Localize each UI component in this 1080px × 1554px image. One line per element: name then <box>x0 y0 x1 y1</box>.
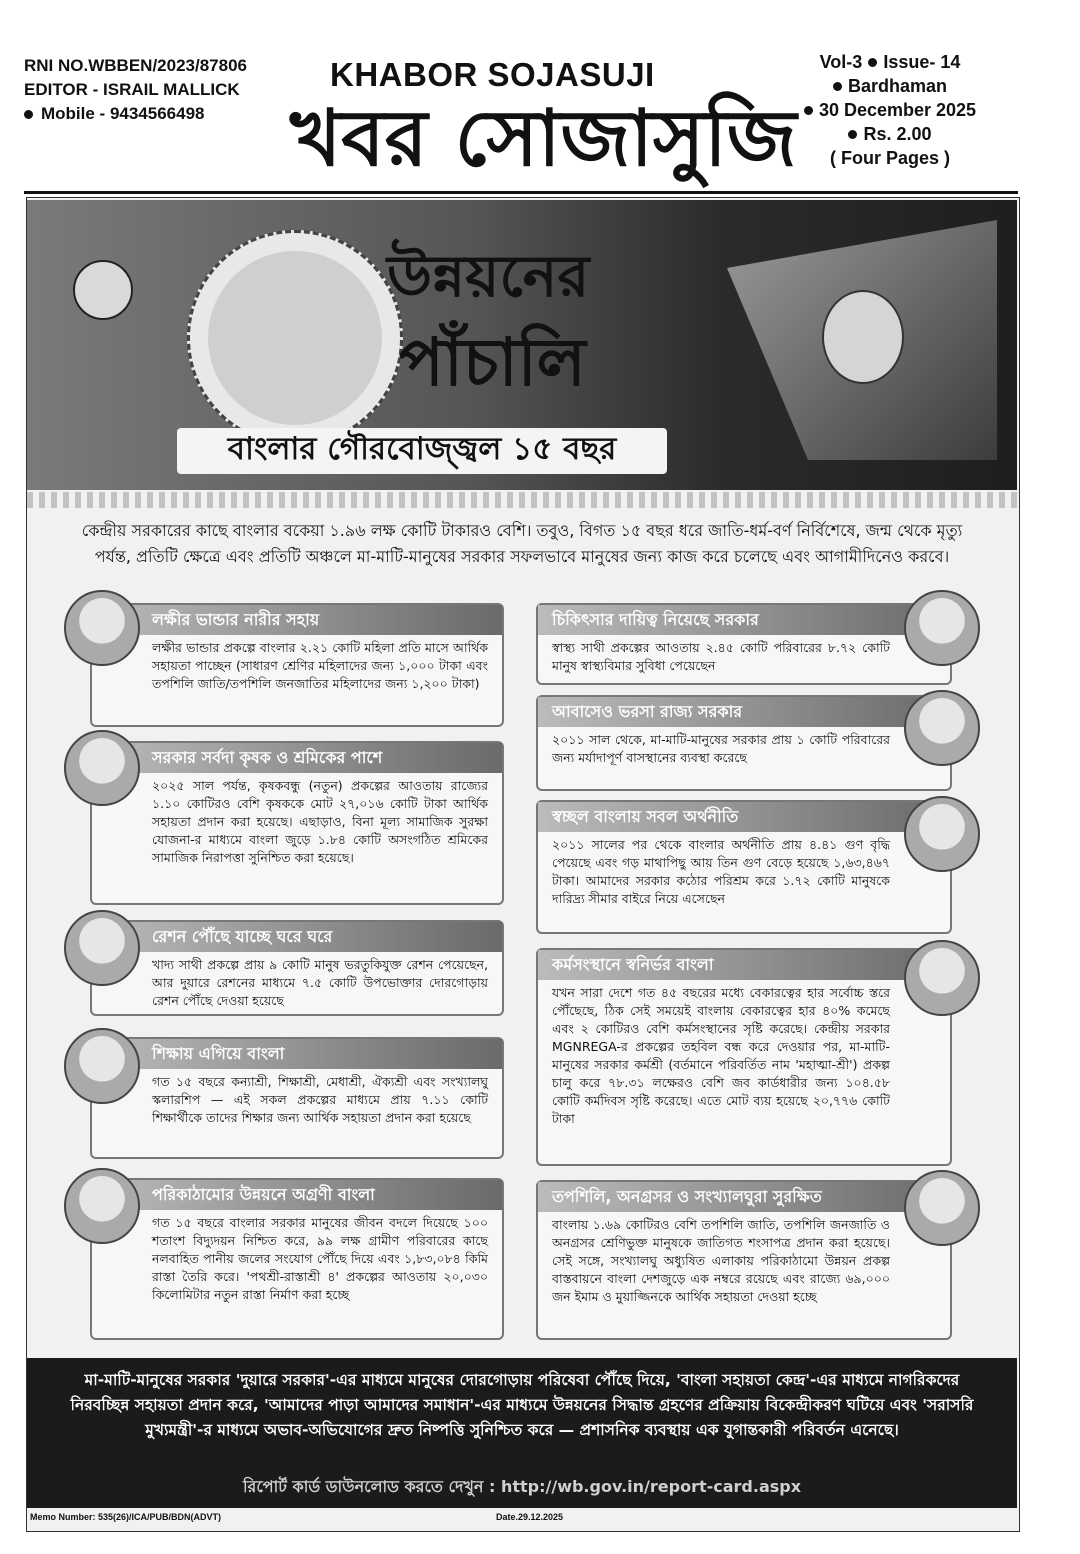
infrastructure-icon <box>64 1168 140 1244</box>
newspaper-title-en: KHABOR SOJASUJI <box>330 56 655 93</box>
card-title: রেশন পৌঁছে যাচ্ছে ঘরে ঘরে <box>92 922 502 952</box>
banner-title-line2: পাঁচালি <box>399 324 586 401</box>
card-title: আবাসেও ভরসা রাজ্য সরকার <box>538 697 950 727</box>
ration-icon <box>64 910 140 986</box>
community-icon <box>904 1170 980 1246</box>
card-body: স্বাস্থ্য সাথী প্রকল্পের আওতায় ২.৪৫ কোটি পরিবারের ৮.৭২ কোটি মানুষ স্বাস্থ্যবিমার সুবিধা পেয়েছেন <box>552 640 890 673</box>
date-row <box>790 98 990 122</box>
editor-name: EDITOR - ISRAIL MALLICK <box>24 80 240 99</box>
card-title: সরকার সর্বদা কৃষক ও শ্রমিকের পাশে <box>92 743 502 773</box>
card-health <box>536 603 952 685</box>
card-farmers-workers <box>90 741 504 905</box>
memo-date: Date.29.12.2025 <box>496 1512 564 1522</box>
card-education <box>90 1037 504 1159</box>
price: Rs. 2.00 <box>863 124 932 144</box>
banner-title-line1: উন্নয়নের <box>387 242 590 310</box>
woman-icon <box>64 590 140 666</box>
farmer-icon <box>64 730 140 806</box>
masthead-rule <box>24 191 1018 194</box>
bullet-icon <box>868 58 877 67</box>
report-card-url: রিপোর্ট কার্ড ডাউনলোড করতে দেখুন : http://wb.gov.in/report-card.aspx <box>242 1477 802 1496</box>
bullet-icon <box>804 106 813 115</box>
bullet-icon <box>24 110 33 119</box>
economy-icon <box>904 796 980 872</box>
rni-number: RNI NO.WBBEN/2023/87806 <box>24 56 247 75</box>
bullet-icon <box>833 82 842 91</box>
people-illustration <box>187 230 403 446</box>
footer-text: মা-মাটি-মানুষের সরকার 'দুয়ারে সরকার'-এর মাধ্যমে মানুষের দোরগোড়ায় পরিষেবা পৌঁছে দিয়ে, 'বাংলা সহায়তা কেন্দ্র'-এর মাধ্যমে নাগরিকদের নিরবচ্ছিন্ন সহায়তা প্রদান করে, 'আমাদের পাড়া আমাদের সমাধান'-এর মাধ্যমে উন্নয়নের সিদ্ধান্ত গ্রহণের প্রক্রিয়ায় বিকেন্দ্রীকরণ ঘটিয়ে এবং 'সরাসরি মুখ্যমন্ত্রী'-র মাধ্যমে অভাব-অভিযোগের দ্রুত নিষ্পত্তি সুনিশ্চিত করে — প্রশাসনিক ব্যবস্থায় এক যুগান্তকারী পরিবর্তন এনেছে। <box>70 1371 974 1439</box>
card-housing <box>536 695 952 791</box>
card-infrastructure <box>90 1178 504 1340</box>
place: Bardhaman <box>847 76 948 96</box>
place-row <box>790 74 990 98</box>
card-body: খাদ্য সাথী প্রকল্পে প্রায় ৯ কোটি মানুষ ভরতুকিযুক্ত রেশন পেয়েছেন, আর দুয়ারে রেশনের মাধ্যমে ৭.৫ কোটি উপভোক্তার দোরগোড়ায় রেশন পৌঁছে দেওয়া হয়েছে <box>152 957 488 1008</box>
masthead-left <box>24 54 247 126</box>
state-emblem-icon <box>73 260 133 320</box>
price-row <box>790 122 990 146</box>
card-body: ২০১১ সাল থেকে, মা-মাটি-মানুষের সরকার প্রায় ১ কোটি পরিবারের জন্য মর্যাদাপূর্ণ বাসস্থানের ব্যবস্থা করেছে <box>552 732 890 765</box>
card-body: বাংলায় ১.৬৯ কোটিরও বেশি তপশিলি জাতি, তপশিলি জনজাতি ও অনগ্রসর শ্রেণিভুক্ত মানুষকে জাতিগত শংসাপত্র প্রদান করা হয়েছে। সেই সঙ্গে, সংখ্যালঘু অধ্যুষিত এলাকায় পরিকাঠামো উন্নয়ন প্রকল্প বাস্তবায়নে বাংলা দেশজুড়ে এক নম্বরে রয়েছে এবং রাজ্যে ৬৯,০০০ জন ইমাম ও মুয়াজ্জিনকে আর্থিক সহায়তা দেওয়া হচ্ছে <box>552 1217 890 1304</box>
card-body: গত ১৫ বছরে কন্যাশ্রী, শিক্ষাশ্রী, মেধাশ্রী, ঐক্যশ্রী এবং সংখ্যালঘু স্কলারশিপ — এই সকল প্রকল্পের মাধ্যমে প্রায় ৭.১১ কোটি শিক্ষার্থীকে তাদের শিক্ষার জন্য আর্থিক সহায়তা প্রদান করা হয়েছে <box>152 1074 488 1125</box>
housing-icon <box>904 690 980 766</box>
issue-date: 30 December 2025 <box>818 100 977 120</box>
card-title: শিক্ষায় এগিয়ে বাংলা <box>92 1039 502 1069</box>
employment-icon <box>904 940 980 1016</box>
intro-paragraph: কেন্দ্রীয় সরকারের কাছে বাংলার বকেয়া ১.৯৬ লক্ষ কোটি টাকারও বেশি। তবুও, বিগত ১৫ বছর ধরে জাতি-ধর্ম-বর্ণ নির্বিশেষে, জন্ম থেকে মৃত্যু পর্যন্ত, প্রতিটি ক্ষেত্রে এবং প্রতিটি অঞ্চলে মা-মাটি-মানুষের সরকার সফলভাবে মানুষের জন্য কাজ করে চলেছে এবং আগামীদিনেও করবে। <box>81 521 963 566</box>
ad-banner <box>27 200 1017 490</box>
card-body: ২০১১ সালের পর থেকে বাংলার অর্থনীতি প্রায় ৪.৪১ গুণ বৃদ্ধি পেয়েছে এবং গড় মাথাপিছু আয় তিন গুণ বেড়ে হয়েছে ১,৬৩,৪৬৭ টাকা। আমাদের সরকার কঠোর পরিশ্রম করে ১.৭২ কোটি মানুষকে দারিদ্র্য সীমার বাইরে নিয়ে এসেছেন <box>552 837 890 906</box>
newspaper-title-bn: খবর সোজাসুজি <box>290 94 797 184</box>
card-body: যখন সারা দেশে গত ৪৫ বছরের মধ্যে বেকারত্বের হার সর্বোচ্চ স্তরে পৌঁছেছে, ঠিক সেই সময়েই বাংলায় বেকারত্বের হার ৪০% কমেছে এবং ২ কোটিরও বেশি কর্মসংস্থানের সৃষ্টি করেছে। কেন্দ্রীয় সরকার MGNREGA-র প্রকল্পের তহবিল বন্ধ করে দেওয়ার পর, মা-মাটি-মানুষের সরকার কর্মশ্রী (বর্তমানে পরিবর্তিত নাম 'মহাত্মা-শ্রী') প্রকল্প চালু করে ৭৮.৩১ লক্ষেরও বেশি জব কার্ডধারীর জন্য ১০৪.৫৮ কোটি কর্মদিবস সৃষ্টি করেছে। এতে মোট ব্যয় হয়েছে ২০,৭৭৬ কোটি টাকা <box>552 985 890 1126</box>
ad-footer <box>27 1358 1017 1508</box>
masthead-right <box>790 50 990 170</box>
card-title: কর্মসংস্থানে স্বনির্ভর বাংলা <box>538 950 950 980</box>
vol-issue-row <box>790 50 990 74</box>
card-communities <box>536 1180 952 1340</box>
bullet-icon <box>848 130 857 139</box>
card-employment <box>536 948 952 1166</box>
volume: Vol-3 <box>819 52 863 72</box>
decorative-border <box>27 492 1017 508</box>
health-icon <box>904 590 980 666</box>
chief-minister-portrait <box>822 290 904 384</box>
students-icon <box>64 1028 140 1104</box>
card-body: গত ১৫ বছরে বাংলার সরকার মানুষের জীবন বদলে দিয়েছে ১০০ শতাংশ বিদ্যুদয়ন নিশ্চিত করে, ৯৯ লক্ষ গ্রামীণ পরিবারের কাছে নলবাহিত পানীয় জলের সংযোগ পৌঁছে দিয়ে এবং ১,৮৩,০৮৪ কিমি রাস্তা তৈরি করে। 'পথশ্রী-রাস্তাশ্রী ৪' প্রকল্পের আওতায় ২০,০৩০ কিলোমিটার নতুন রাস্তা নির্মাণ করা হচ্ছে <box>152 1215 488 1302</box>
card-body: ২০২৫ সাল পর্যন্ত, কৃষকবন্ধু (নতুন) প্রকল্পের আওতায় রাজ্যের ১.১০ কোটিরও বেশি কৃষককে মোট ২৭,০১৬ কোটি টাকা আর্থিক সহায়তা প্রদান করা হয়েছে। এছাড়াও, বিনা মূল্য সামাজিক সুরক্ষা যোজনা-র মাধ্যমে বাংলা জুড়ে ১.৮৪ কোটি অসংগঠিত শ্রমিকের সামাজিক নিরাপত্তা সুনিশ্চিত করা হয়েছে। <box>152 778 488 865</box>
card-economy <box>536 800 952 934</box>
card-title: স্বচ্ছল বাংলায় সবল অর্থনীতি <box>538 802 950 832</box>
mobile-row <box>24 102 247 126</box>
card-body: লক্ষীর ভান্ডার প্রকল্পে বাংলার ২.২১ কোটি মহিলা প্রতি মাসে আর্থিক সহায়তা পাচ্ছেন (সাধারণ শ্রেণির মহিলাদের জন্য ১,০০০ টাকা এবং তপশিলি জাতি/তপশিলি জনজাতির মহিলাদের জন্য ১,২০০ টাকা) <box>152 640 488 691</box>
issue: Issue- 14 <box>883 52 961 72</box>
page-count: ( Four Pages ) <box>829 148 950 168</box>
card-ration <box>90 920 504 1016</box>
card-title: লক্ষীর ভান্ডার নারীর সহায় <box>92 605 502 635</box>
memo-number: Memo Number: 535(26)/ICA/PUB/BDN(ADVT) <box>30 1512 222 1522</box>
card-title: চিকিৎসার দায়িত্ব নিয়েছে সরকার <box>538 605 950 635</box>
banner-tagline: বাংলার গৌরবোজ্জ্বল ১৫ বছর <box>177 428 667 474</box>
mobile-number: Mobile - 9434566498 <box>41 104 205 123</box>
card-title: তপশিলি, অনগ্রসর ও সংখ্যালঘুরা সুরক্ষিত <box>538 1182 950 1212</box>
card-lakshmir-bhandar <box>90 603 504 727</box>
card-title: পরিকাঠামোর উন্নয়নে অগ্রণী বাংলা <box>92 1180 502 1210</box>
